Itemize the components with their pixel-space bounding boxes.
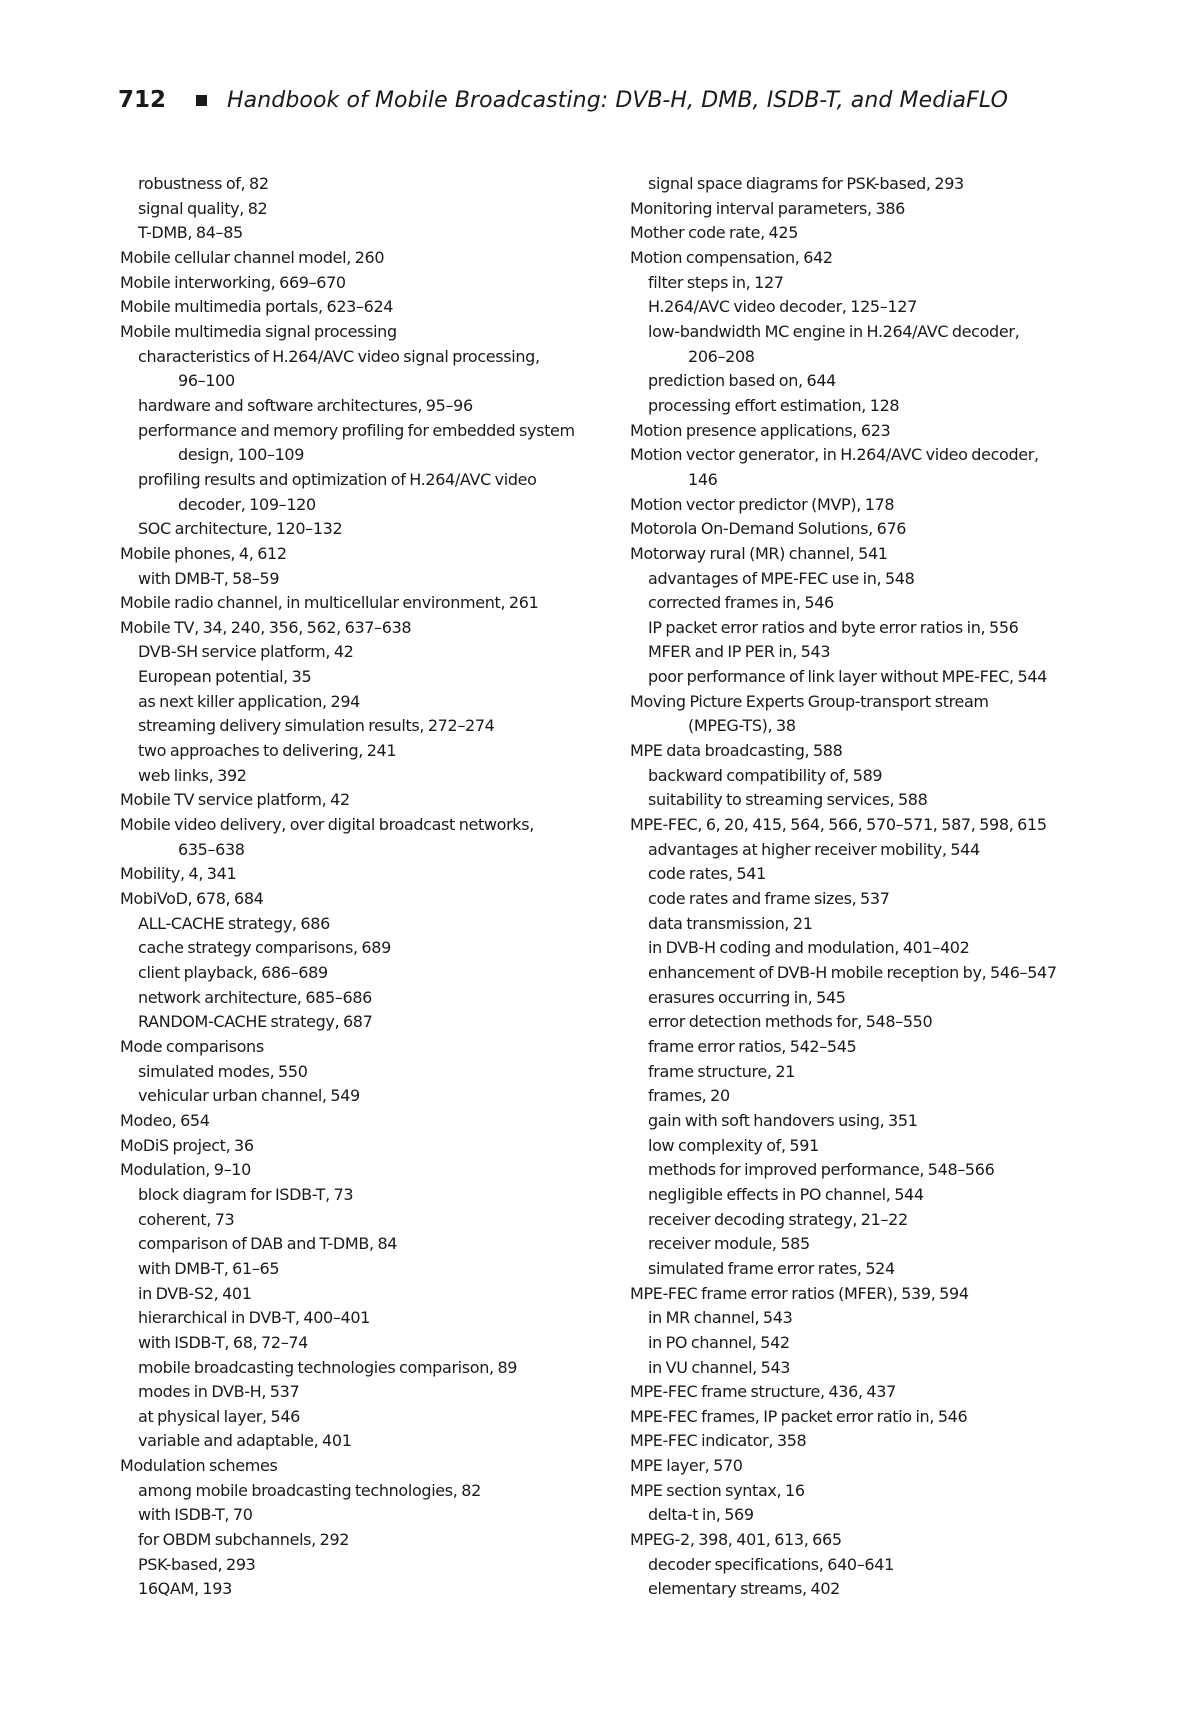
square-bullet-icon	[196, 95, 207, 106]
index-subentry: signal quality, 82	[138, 198, 268, 218]
index-entry: Mobility, 4, 341	[120, 864, 237, 884]
index-subentry: with ISDB-T, 68, 72–74	[138, 1332, 309, 1352]
running-header	[118, 80, 1118, 120]
index-subentry: IP packet error ratios and byte error ratios in, 556	[648, 617, 1019, 637]
index-entry: MobiVoD, 678, 684	[120, 889, 264, 909]
index-subentry: RANDOM-CACHE strategy, 687	[138, 1012, 373, 1032]
index-subentry: with ISDB-T, 70	[138, 1505, 253, 1525]
index-subentry: methods for improved performance, 548–566	[648, 1160, 995, 1180]
index-subentry: frames, 20	[648, 1086, 730, 1106]
index-subentry: H.264/AVC video decoder, 125–127	[648, 297, 917, 317]
index-entry: MPE-FEC frame structure, 436, 437	[630, 1382, 896, 1402]
index-subentry: backward compatibility of, 589	[648, 765, 883, 785]
index-subentry: code rates, 541	[648, 864, 766, 884]
index-subentry: for OBDM subchannels, 292	[138, 1530, 350, 1550]
index-column-right	[630, 172, 1100, 1602]
index-subentry: low-bandwidth MC engine in H.264/AVC decoder,	[648, 321, 1020, 341]
index-subentry: block diagram for ISDB-T, 73	[138, 1184, 354, 1204]
index-subentry: simulated modes, 550	[138, 1061, 308, 1081]
index-entry: MPE data broadcasting, 588	[630, 741, 843, 761]
index-entry: MPE-FEC frame error ratios (MFER), 539, 594	[630, 1283, 969, 1303]
index-subentry: delta-t in, 569	[648, 1505, 754, 1525]
index-entry-continuation: decoder, 109–120	[178, 494, 316, 514]
index-subentry: at physical layer, 546	[138, 1406, 300, 1426]
index-subentry: error detection methods for, 548–550	[648, 1012, 933, 1032]
index-subentry: network architecture, 685–686	[138, 987, 372, 1007]
index-subentry: cache strategy comparisons, 689	[138, 938, 391, 958]
index-subentry: advantages at higher receiver mobility, 544	[648, 839, 980, 859]
index-subentry: modes in DVB-H, 537	[138, 1382, 300, 1402]
index-subentry: mobile broadcasting technologies comparison, 89	[138, 1357, 518, 1377]
index-entry-continuation: 635–638	[178, 839, 245, 859]
index-entry: Moving Picture Experts Group-transport stream	[630, 691, 989, 711]
index-subentry: in MR channel, 543	[648, 1308, 793, 1328]
book-title: Handbook of Mobile Broadcasting: DVB-H, DMB, ISDB-T, and MediaFLO	[227, 87, 1008, 113]
index-entry: MPE-FEC, 6, 20, 415, 564, 566, 570–571, 587, 598, 615	[630, 815, 1047, 835]
index-entry-continuation: 146	[688, 469, 718, 489]
index-subentry: vehicular urban channel, 549	[138, 1086, 360, 1106]
index-subentry: erasures occurring in, 545	[648, 987, 846, 1007]
index-subentry: hierarchical in DVB-T, 400–401	[138, 1308, 371, 1328]
index-column-left	[120, 172, 610, 1602]
index-entry: Monitoring interval parameters, 386	[630, 198, 906, 218]
index-subentry: web links, 392	[138, 765, 247, 785]
index-subentry: European potential, 35	[138, 667, 312, 687]
index-subentry: in PO channel, 542	[648, 1332, 790, 1352]
index-entry: Mobile cellular channel model, 260	[120, 247, 385, 267]
index-entry: Motion vector generator, in H.264/AVC video decoder,	[630, 445, 1039, 465]
index-entry: Mobile multimedia signal processing	[120, 321, 397, 341]
index-entry: Modeo, 654	[120, 1110, 210, 1130]
index-subentry: low complexity of, 591	[648, 1135, 819, 1155]
index-subentry: negligible effects in PO channel, 544	[648, 1184, 924, 1204]
index-subentry: signal space diagrams for PSK-based, 293	[648, 174, 964, 193]
index-subentry: performance and memory profiling for embedded system	[138, 420, 575, 440]
index-entry: Modulation, 9–10	[120, 1160, 251, 1180]
page-number: 712	[118, 87, 167, 113]
index-entry: Mobile radio channel, in multicellular environment, 261	[120, 593, 539, 613]
index-subentry: frame error ratios, 542–545	[648, 1036, 857, 1056]
index-subentry: enhancement of DVB-H mobile reception by, 546–547	[648, 963, 1057, 982]
index-entry: MoDiS project, 36	[120, 1135, 254, 1155]
index-entry: Mobile multimedia portals, 623–624	[120, 297, 394, 317]
index-entry: Motion presence applications, 623	[630, 420, 891, 440]
index-subentry: in DVB-S2, 401	[138, 1283, 252, 1303]
index-subentry: processing effort estimation, 128	[648, 395, 900, 415]
index-subentry: in DVB-H coding and modulation, 401–402	[648, 938, 970, 958]
index-entry: Motorola On-Demand Solutions, 676	[630, 519, 907, 539]
index-entry: MPE layer, 570	[630, 1456, 743, 1476]
index-subentry: coherent, 73	[138, 1209, 235, 1229]
index-entry: MPE-FEC indicator, 358	[630, 1431, 807, 1451]
index-subentry: advantages of MPE-FEC use in, 548	[648, 568, 915, 588]
index-entry: Modulation schemes	[120, 1456, 278, 1476]
index-subentry: SOC architecture, 120–132	[138, 519, 343, 539]
index-subentry: decoder specifications, 640–641	[648, 1554, 894, 1574]
index-subentry: simulated frame error rates, 524	[648, 1258, 895, 1278]
index-subentry: PSK-based, 293	[138, 1554, 256, 1574]
index-subentry: gain with soft handovers using, 351	[648, 1110, 918, 1130]
index-entry: Motion vector predictor (MVP), 178	[630, 494, 895, 514]
index-entry: Mother code rate, 425	[630, 223, 799, 243]
index-subentry: characteristics of H.264/AVC video signal processing,	[138, 346, 540, 366]
index-entry-continuation: design, 100–109	[178, 445, 305, 465]
index-entry: Motion compensation, 642	[630, 247, 833, 267]
index-subentry: poor performance of link layer without MPE-FEC, 544	[648, 667, 1047, 687]
index-subentry: client playback, 686–689	[138, 963, 328, 982]
index-subentry: filter steps in, 127	[648, 272, 784, 292]
index-subentry: prediction based on, 644	[648, 371, 836, 391]
index-entry: Mobile phones, 4, 612	[120, 543, 287, 563]
index-subentry: receiver module, 585	[648, 1234, 810, 1254]
index-subentry: streaming delivery simulation results, 272–274	[138, 716, 495, 736]
index-entry: Mobile video delivery, over digital broadcast networks,	[120, 815, 534, 835]
index-subentry: MFER and IP PER in, 543	[648, 642, 831, 662]
index-subentry: elementary streams, 402	[648, 1579, 840, 1599]
index-entry: MPE-FEC frames, IP packet error ratio in, 546	[630, 1406, 968, 1426]
index-subentry: DVB-SH service platform, 42	[138, 642, 354, 662]
index-entry-continuation: (MPEG-TS), 38	[688, 716, 796, 736]
index-subentry: frame structure, 21	[648, 1061, 796, 1081]
index-subentry: hardware and software architectures, 95–96	[138, 395, 473, 415]
index-entry-continuation: 206–208	[688, 346, 755, 366]
index-subentry: variable and adaptable, 401	[138, 1431, 352, 1451]
index-entry: Mobile TV service platform, 42	[120, 790, 350, 810]
index-entry: Motorway rural (MR) channel, 541	[630, 543, 888, 563]
index-subentry: robustness of, 82	[138, 174, 269, 193]
index-subentry: suitability to streaming services, 588	[648, 790, 928, 810]
index-subentry: receiver decoding strategy, 21–22	[648, 1209, 908, 1229]
index-subentry: code rates and frame sizes, 537	[648, 889, 890, 909]
index-subentry: T-DMB, 84–85	[138, 223, 243, 243]
index-entry: Mobile interworking, 669–670	[120, 272, 346, 292]
index-subentry: two approaches to delivering, 241	[138, 741, 397, 761]
index-entry-continuation: 96–100	[178, 371, 235, 391]
index-subentry: data transmission, 21	[648, 913, 813, 933]
index-entry: MPEG-2, 398, 401, 613, 665	[630, 1530, 842, 1550]
index-subentry: 16QAM, 193	[138, 1579, 232, 1599]
index-subentry: as next killer application, 294	[138, 691, 360, 711]
index-entry: Mode comparisons	[120, 1036, 264, 1056]
index-subentry: ALL-CACHE strategy, 686	[138, 913, 330, 933]
index-subentry: corrected frames in, 546	[648, 593, 834, 613]
index-entry: MPE section syntax, 16	[630, 1480, 805, 1500]
index-entry: Mobile TV, 34, 240, 356, 562, 637–638	[120, 617, 412, 637]
index-subentry: in VU channel, 543	[648, 1357, 791, 1377]
index-subentry: with DMB-T, 61–65	[138, 1258, 280, 1278]
index-subentry: comparison of DAB and T-DMB, 84	[138, 1234, 398, 1254]
index-subentry: profiling results and optimization of H.264/AVC video	[138, 469, 537, 489]
index-subentry: with DMB-T, 58–59	[138, 568, 280, 588]
index-subentry: among mobile broadcasting technologies, 82	[138, 1480, 481, 1500]
